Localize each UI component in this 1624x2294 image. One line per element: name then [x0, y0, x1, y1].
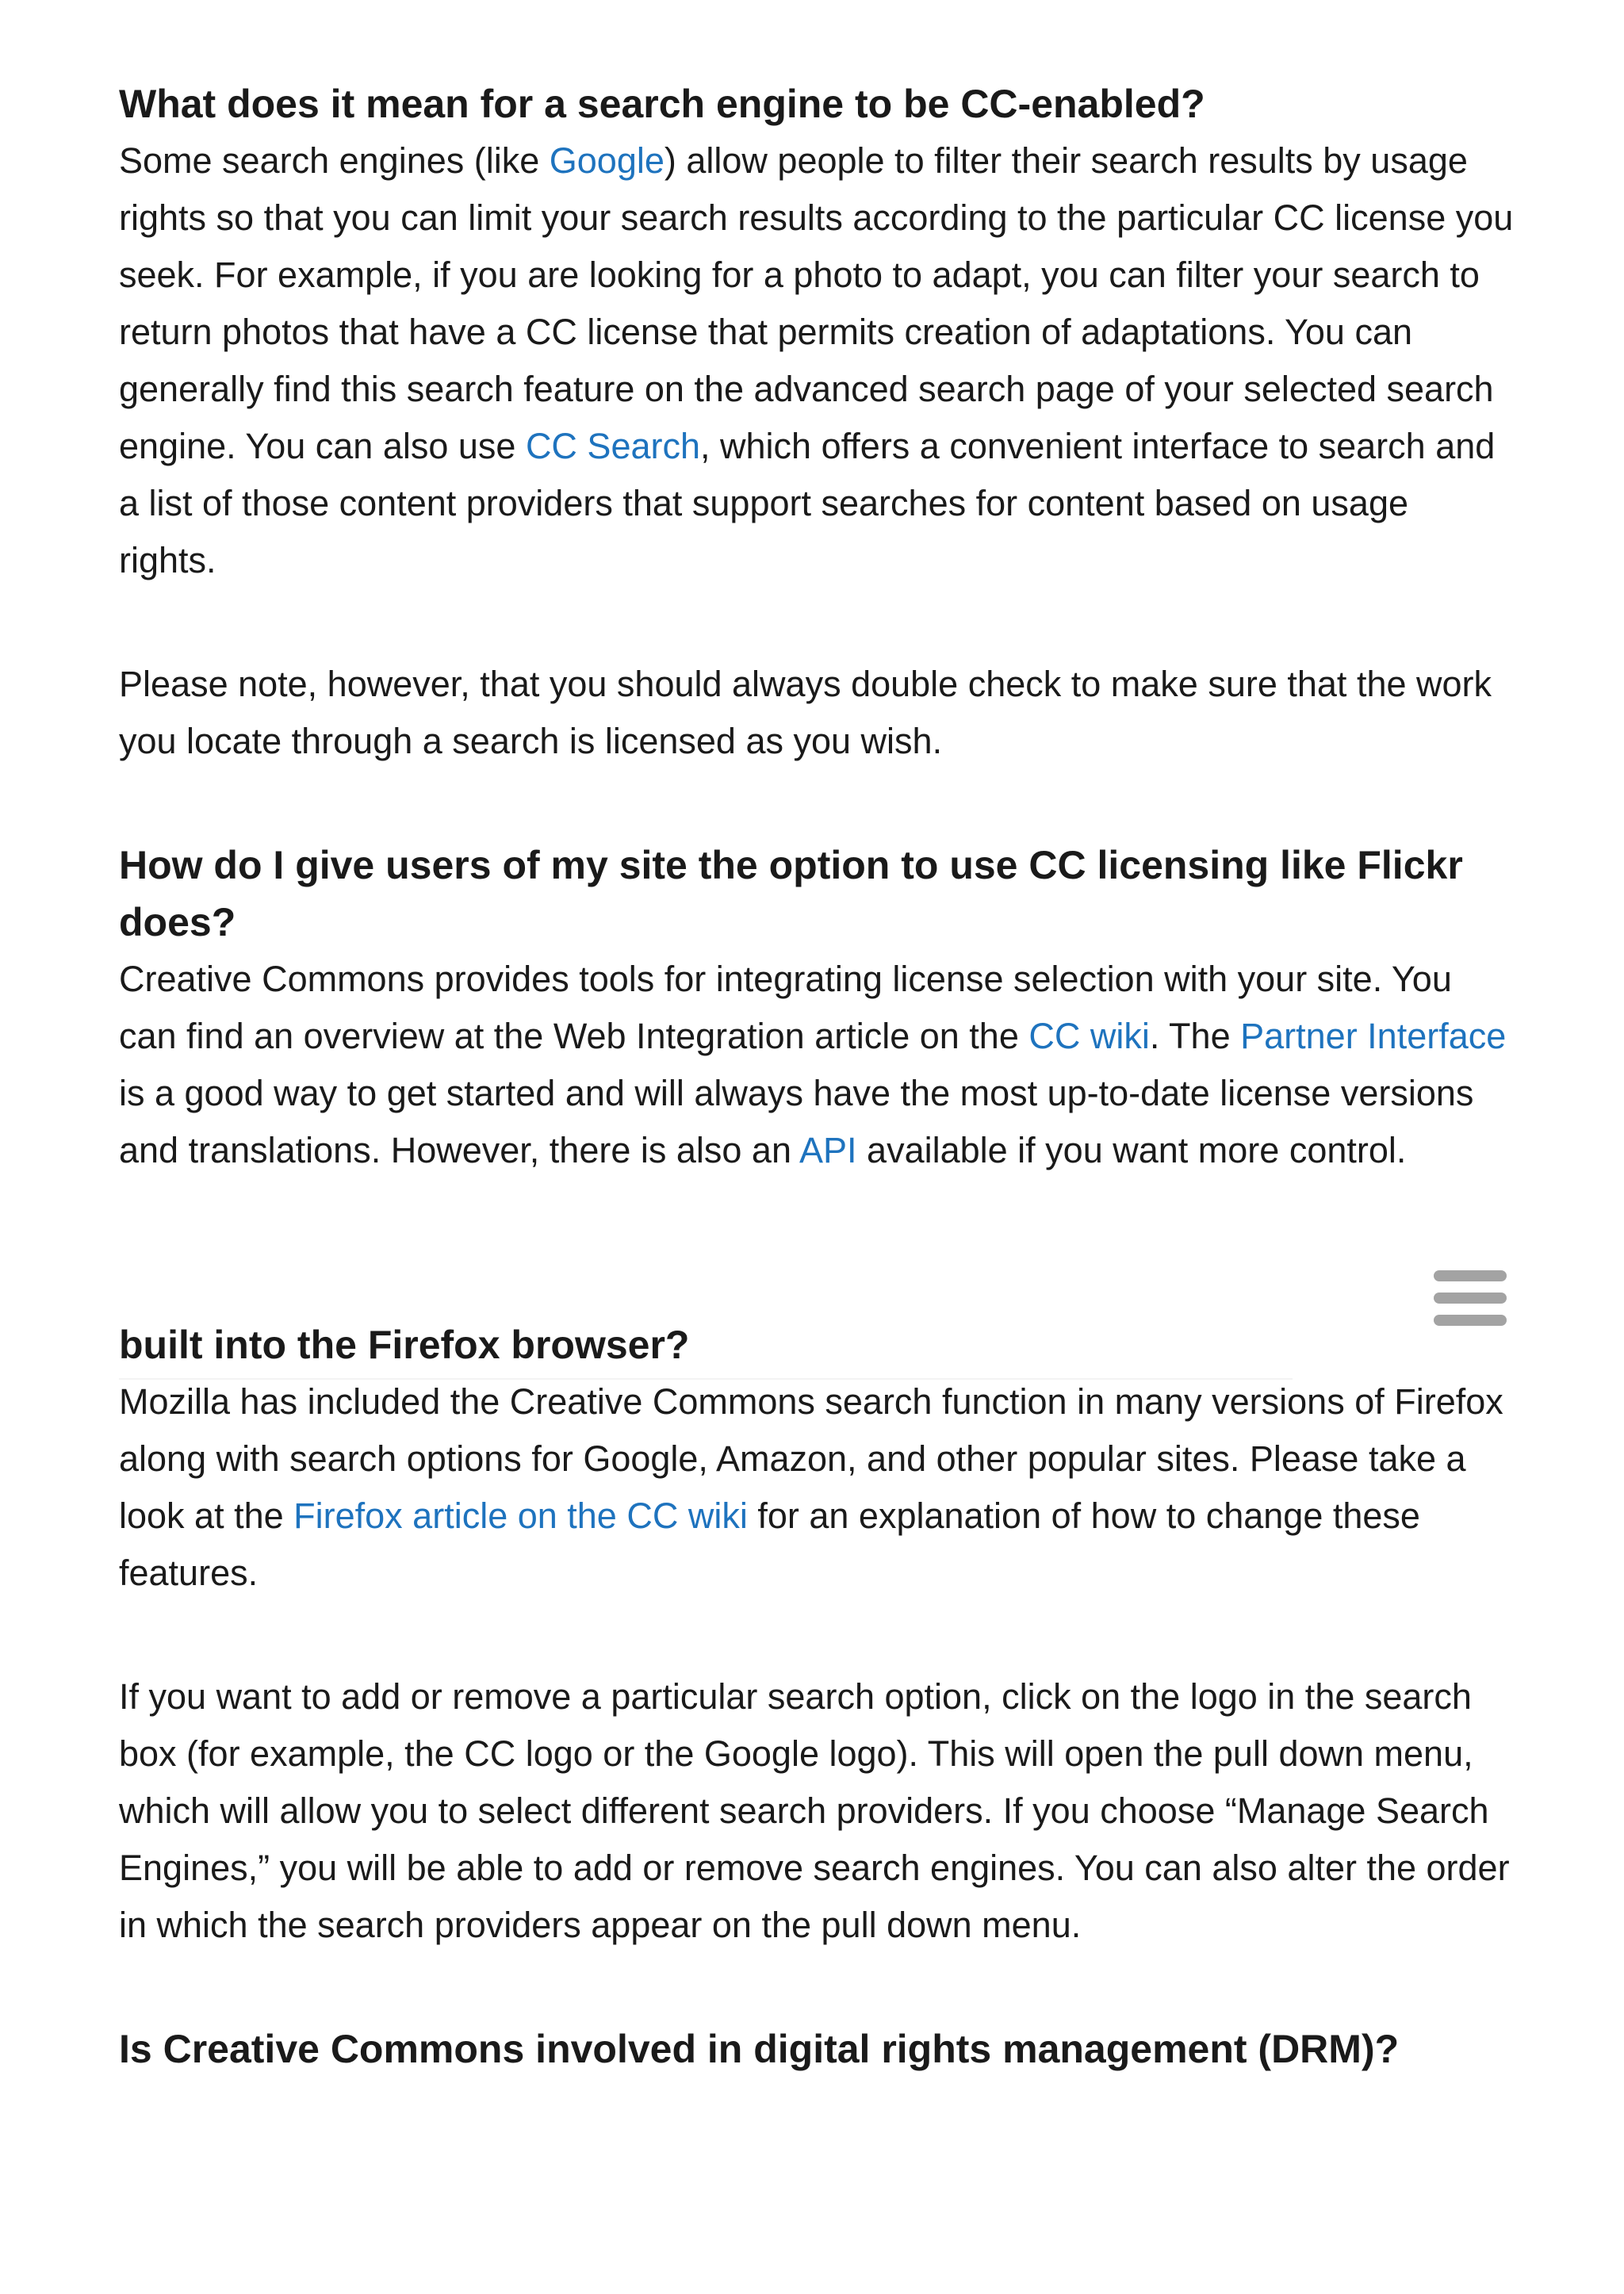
text-segment: Some search engines (like [119, 140, 550, 181]
cc-search-link[interactable]: CC Search [525, 426, 701, 466]
faq-heading-drm: Is Creative Commons involved in digital rights management (DRM)? [119, 2027, 1400, 2071]
text-segment: Creative Commons provides tools for integrating license selection with your site. You can find an overview at the Web Integration article on the [119, 959, 1452, 1056]
faq-heading-cc-enabled-search: What does it mean for a search engine to be CC-enabled? [119, 82, 1205, 126]
faq-answer-firefox-search-options: If you want to add or remove a particular search option, click on the logo in the search box (for example, the CC logo or the Google logo). This will open the pull down menu, which will allow you to select different search providers. If you choose “Manage Search Engines,” you will be able to add or remove search engines. You can also alter the order in which the search providers appear on the pull down menu. [119, 1676, 1510, 1945]
google-link[interactable]: Google [549, 140, 665, 181]
faq-content [119, 75, 1515, 2078]
text-segment: . The [1149, 1016, 1241, 1056]
text-segment: , which offers a convenient interface to search and a list of those content providers that support searches for content based on usage rights. [119, 426, 1496, 580]
hamburger-menu-icon[interactable] [1434, 1270, 1507, 1326]
faq-answer-firefox [119, 1373, 1515, 1602]
cc-wiki-link[interactable]: CC wiki [1028, 1016, 1150, 1056]
faq-answer-site-licensing [119, 951, 1515, 1179]
partner-interface-link[interactable]: Partner Interface [1240, 1016, 1507, 1056]
text-segment: is a good way to get started and will always have the most up-to-date license versions and translations. However, there is also an [119, 1073, 1474, 1170]
faq-heading-firefox: built into the Firefox browser? [119, 1323, 690, 1367]
menu-bar [1434, 1315, 1507, 1326]
text-segment: Mozilla has included the Creative Commons search function in many versions of Firefox along with search options for Google, Amazon, and other popular sites. Please take a look at the [119, 1381, 1503, 1536]
divider [119, 1378, 1293, 1380]
menu-bar [1434, 1293, 1507, 1304]
text-segment: available if you want more control. [856, 1130, 1407, 1170]
text-segment: for an explanation of how to change these features. [119, 1496, 1420, 1593]
faq-note-double-check: Please note, however, that you should always double check to make sure that the work you locate through a search is licensed as you wish. [119, 664, 1492, 761]
text-segment: ) allow people to filter their search results by usage rights so that you can limit your search results according to the particular CC license you seek. For example, if you are looking for a photo to adapt, you can filter your search to return photos that have a CC license that permits creation of adaptations. You can generally find this search feature on the advanced search page of your selected search engine. You can also use [119, 140, 1514, 466]
api-link[interactable]: API [799, 1130, 857, 1170]
menu-bar [1434, 1270, 1507, 1281]
faq-answer-cc-enabled-search [119, 132, 1515, 589]
firefox-article-link[interactable]: Firefox article on the CC wiki [293, 1496, 748, 1536]
faq-heading-site-licensing: How do I give users of my site the option to use CC licensing like Flickr does? [119, 843, 1463, 944]
